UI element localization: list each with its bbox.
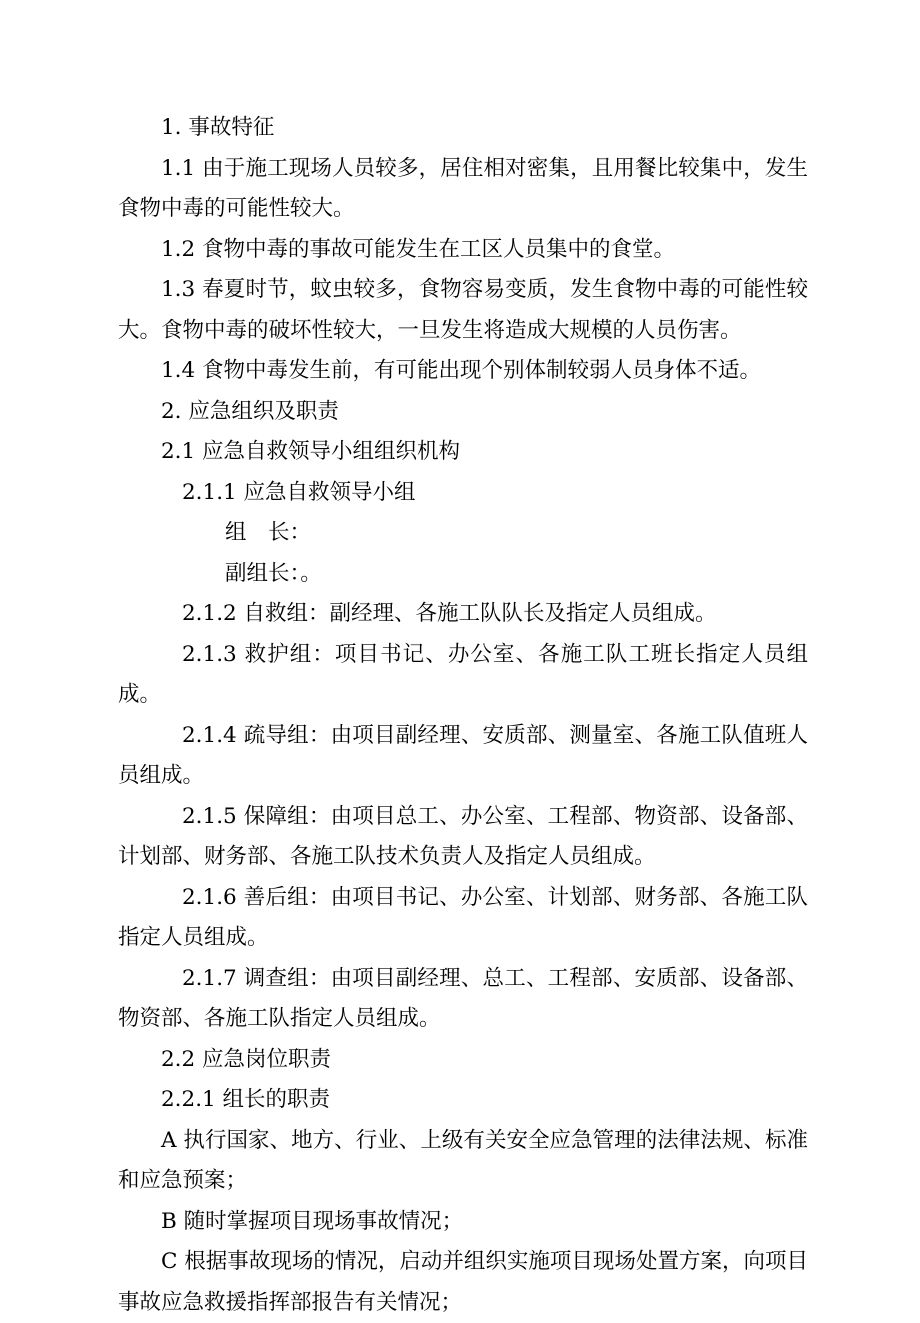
paragraph: 2.1 应急自救领导小组组织机构 (161, 439, 461, 464)
paragraph: 1.3 春夏时节，蚊虫较多，食物容易变质，发生食物中毒的可能性较大。食物中毒的破坏性较大，一旦发生将造成大规模的人员伤害。 (118, 277, 808, 343)
paragraph: B 随时掌握项目现场事故情况； (161, 1208, 464, 1234)
paragraph: 2.1.2 自救组：副经理、各施工队队长及指定人员组成。 (182, 601, 717, 626)
paragraph: 2.2.1 组长的职责 (161, 1087, 331, 1112)
paragraph: 2.1.4 疏导组：由项目副经理、安质部、测量室、各施工队值班人员组成。 (118, 722, 808, 788)
paragraph: A 执行国家、地方、行业、上级有关安全应急管理的法律法规、标准和应急预案； (118, 1127, 808, 1193)
paragraph: 2.1.5 保障组：由项目总工、办公室、工程部、物资部、设备部、计划部、财务部、各施工队技术负责人及指定人员组成。 (118, 803, 808, 869)
paragraph: 1.2 食物中毒的事故可能发生在工区人员集中的食堂。 (161, 236, 676, 262)
paragraph: 2.1.6 善后组：由项目书记、办公室、计划部、财务部、各施工队指定人员组成。 (118, 884, 808, 950)
paragraph: 1. 事故特征 (161, 115, 275, 140)
paragraph: 副组长：。 (225, 560, 322, 586)
paragraph: 2.1.1 应急自救领导小组 (182, 479, 416, 505)
paragraph: 2.1.7 调查组：由项目副经理、总工、工程部、安质部、设备部、物资部、各施工队指定人员组成。 (118, 965, 808, 1031)
paragraph: 2. 应急组织及职责 (161, 398, 339, 424)
paragraph: C 根据事故现场的情况，启动并组织实施项目现场处置方案，向项目事故应急救援指挥部报告有关情况； (118, 1249, 808, 1315)
paragraph: 1.4 食物中毒发生前，有可能出现个别体制较弱人员身体不适。 (161, 358, 762, 383)
paragraph: 2.2 应急岗位职责 (161, 1046, 332, 1072)
paragraph: 1.1 由于施工现场人员较多，居住相对密集，且用餐比较集中，发生食物中毒的可能性较大。 (118, 155, 808, 221)
paragraph: 组 长： (225, 520, 312, 545)
document-body (118, 108, 808, 1323)
paragraph: 2.1.3 救护组：项目书记、办公室、各施工队工班长指定人员组成。 (118, 641, 808, 707)
